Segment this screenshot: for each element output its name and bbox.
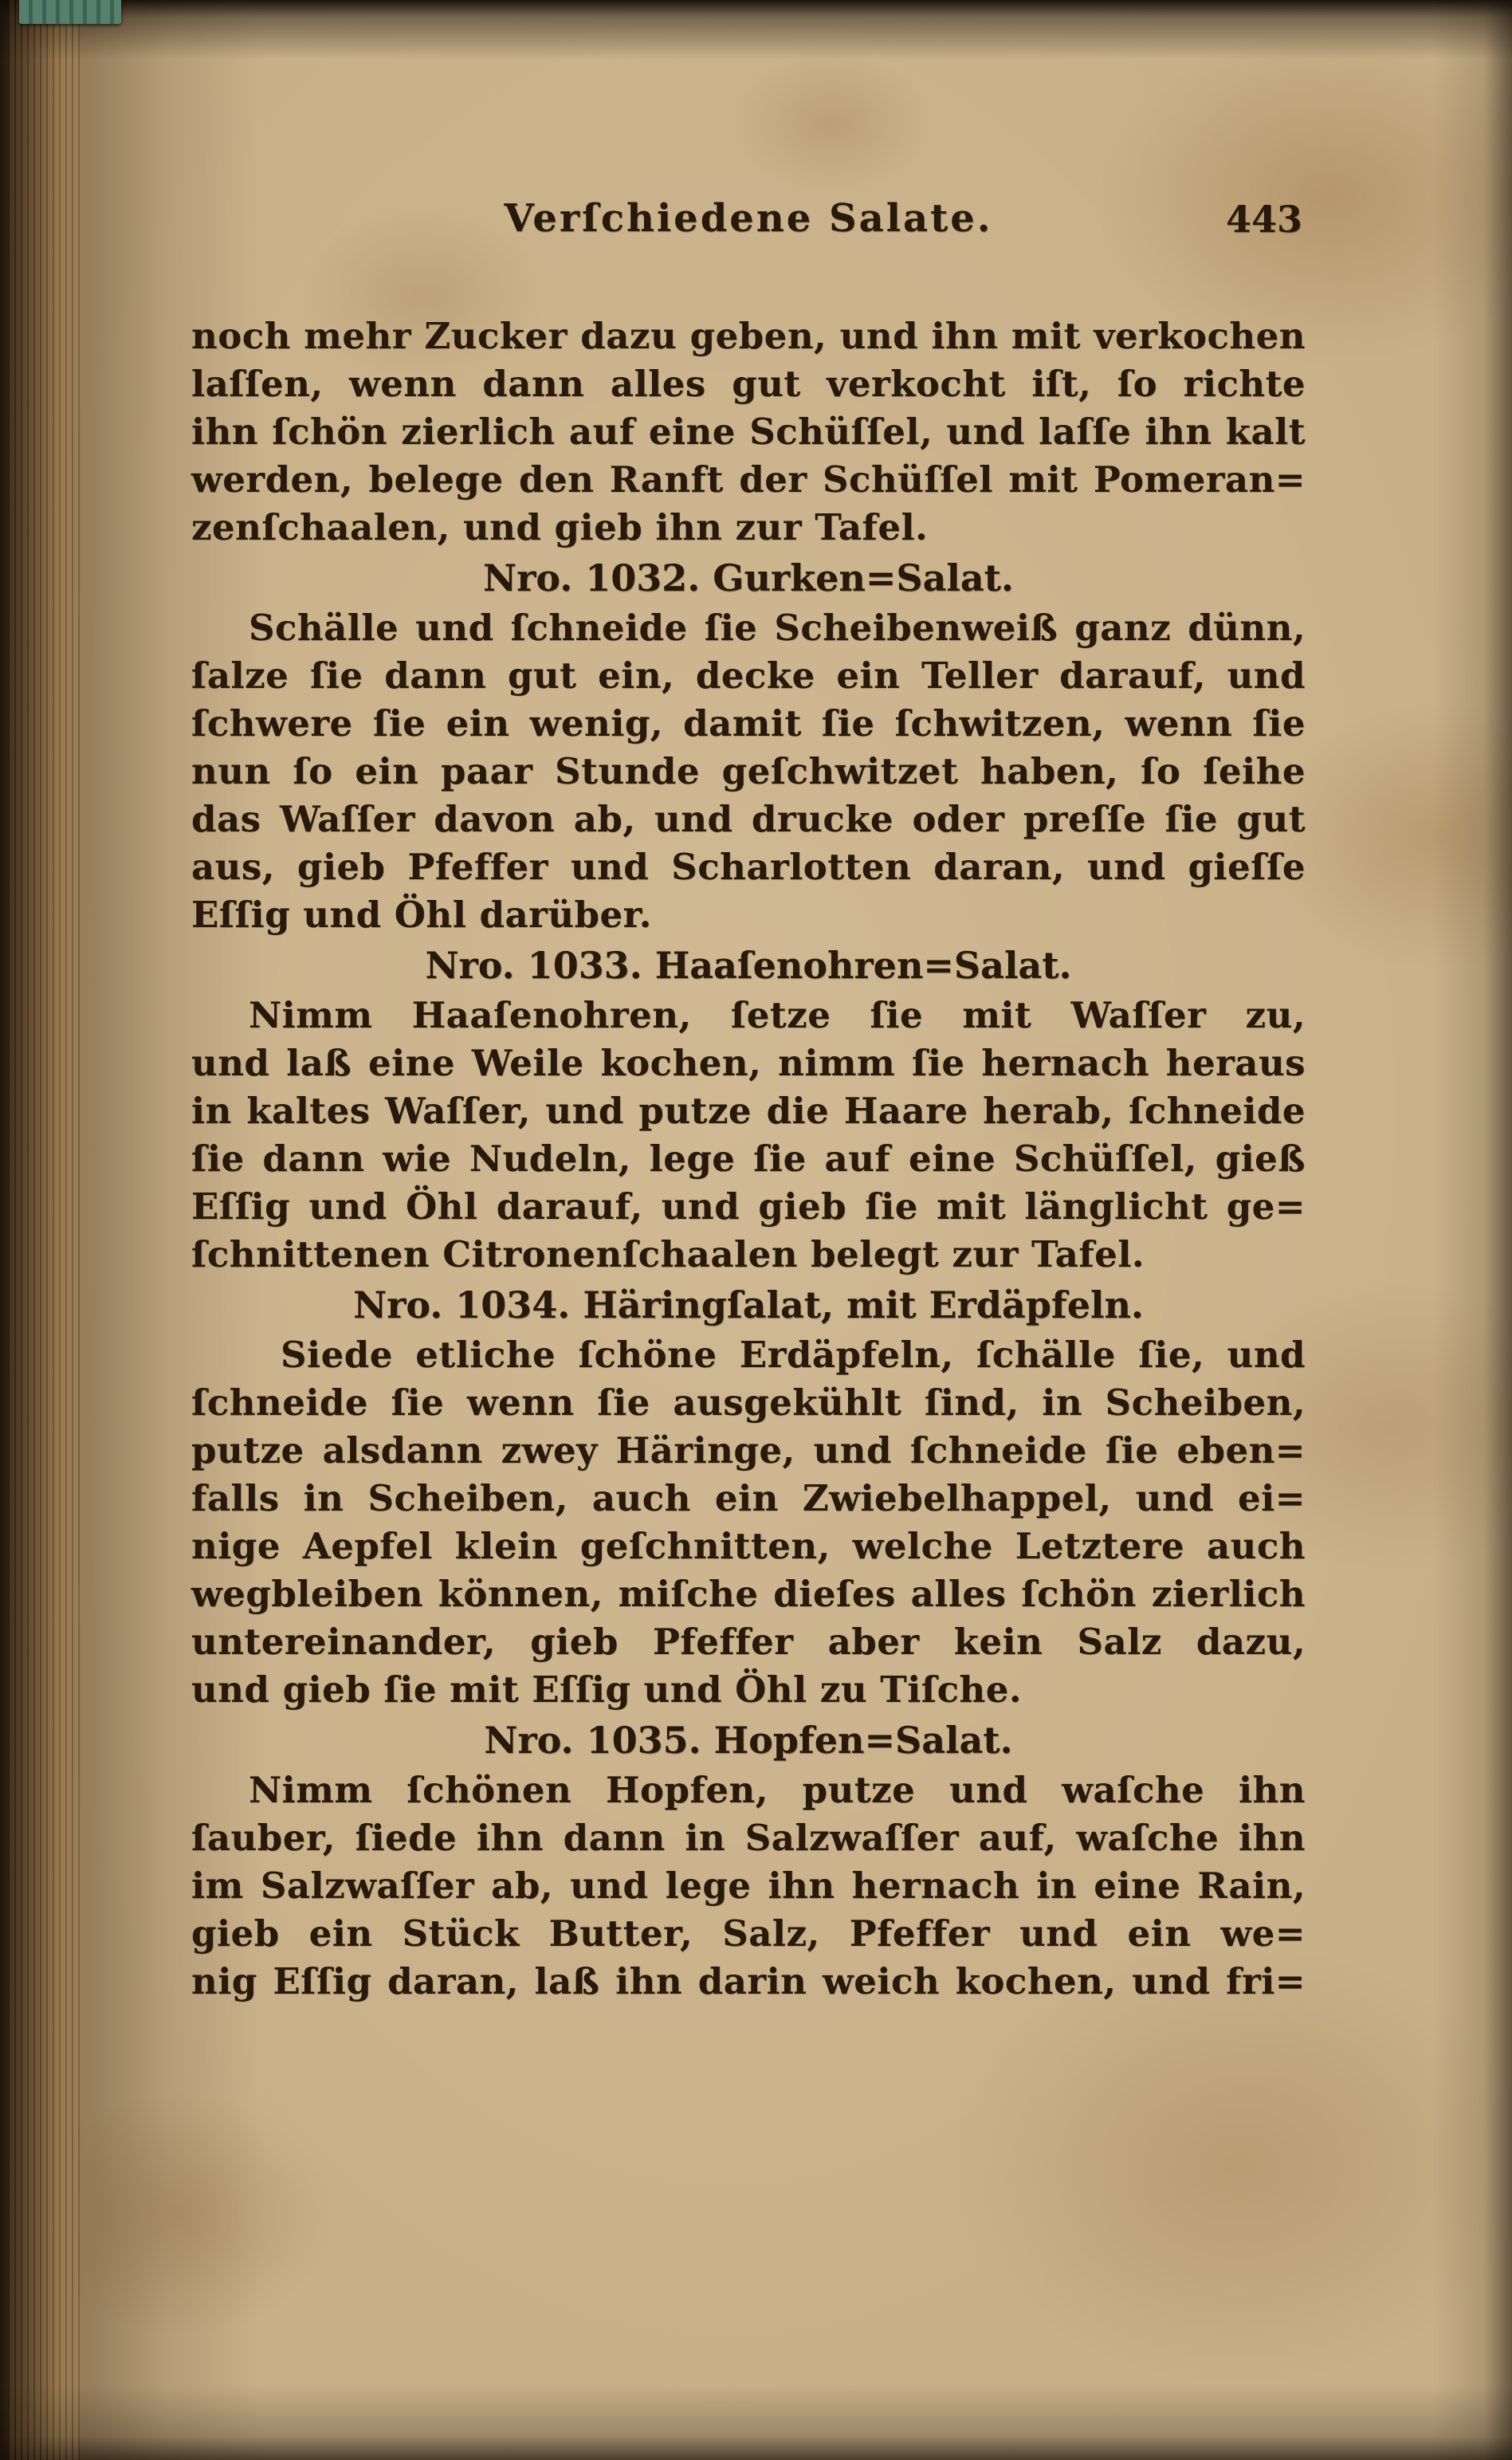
paragraph-recipe-1034 <box>191 1331 1306 1714</box>
text-line: nige Aepfel klein geſchnitten, welche Letztere auch <box>191 1525 1306 1567</box>
text-line: gieb ein Stück Butter, Salz, Pfeffer und ein we= <box>191 1912 1306 1955</box>
page-text-block <box>191 196 1306 2006</box>
recipe-heading-1035: Nro. 1035. Hopfen=Salat. <box>484 1719 1013 1762</box>
text-line: falls in Scheiben, auch ein Zwiebelhappel, und ei= <box>191 1477 1306 1519</box>
text-line: ſchwere ſie ein wenig, damit ſie ſchwitzen, wenn ſie <box>191 702 1306 745</box>
text-line: putze alsdann zwey Häringe, und ſchneide ſie eben= <box>191 1429 1306 1472</box>
text-line: wegbleiben können, miſche dieſes alles ſchön zierlich <box>191 1573 1306 1615</box>
paragraph-continuation <box>191 312 1306 552</box>
running-title: Verſchiedene Salate. <box>504 196 993 241</box>
text-line: werden, belege den Ranft der Schüſſel mit Pomeran= <box>191 458 1306 501</box>
text-line: und gieb ſie mit Eſſig und Öhl zu Tiſche. <box>191 1668 1023 1711</box>
paragraph-recipe-1035 <box>191 1766 1306 2006</box>
text-line: Siede etliche ſchöne Erdäpfeln, ſchälle ſie, und <box>281 1334 1306 1376</box>
text-line: ihn ſchön zierlich auf eine Schüſſel, und laſſe ihn kalt <box>191 411 1306 453</box>
binding-gutter <box>8 0 80 2460</box>
text-line: in kaltes Waſſer, und putze die Haare herab, ſchneide <box>191 1090 1306 1132</box>
text-line: untereinander, gieb Pfeffer aber kein Salz dazu, <box>191 1621 1306 1663</box>
text-line: noch mehr Zucker dazu geben, und ihn mit verkochen <box>191 315 1306 357</box>
page-number: 443 <box>1225 198 1302 241</box>
recipe-heading-1033: Nro. 1033. Haaſenohren=Salat. <box>425 944 1072 987</box>
bookmark-tab <box>19 0 121 24</box>
text-line: Eſſig und Öhl darauf, und gieb ſie mit länglicht ge= <box>191 1185 1306 1228</box>
text-line: Nimm Haaſenohren, ſetze ſie mit Waſſer zu, <box>249 994 1306 1036</box>
paragraph-recipe-1033 <box>191 992 1306 1279</box>
recipe-heading-1032: Nro. 1032. Gurken=Salat. <box>483 556 1014 599</box>
text-line: Schälle und ſchneide ſie Scheibenweiß ganz dünn, <box>249 607 1306 649</box>
text-line: Eſſig und Öhl darüber. <box>191 894 652 936</box>
page-header <box>191 196 1306 244</box>
recipe-heading-1034: Nro. 1034. Häringſalat, mit Erdäpfeln. <box>353 1283 1144 1326</box>
text-line: ſauber, ſiede ihn dann in Salzwaſſer auf, waſche ihn <box>191 1817 1306 1859</box>
text-line: zenſchaalen, und gieb ihn zur Tafel. <box>191 506 929 548</box>
text-line: nig Eſſig daran, laß ihn darin weich kochen, und fri= <box>191 1960 1306 2002</box>
paragraph-recipe-1032 <box>191 604 1306 939</box>
text-line: nun ſo ein paar Stunde geſchwitzet haben, ſo ſeihe <box>191 750 1306 792</box>
page-body <box>191 312 1306 2006</box>
text-line: aus, gieb Pfeffer und Scharlotten daran, und gieſſe <box>191 846 1306 888</box>
text-line: ſchnittenen Citronenſchaalen belegt zur Tafel. <box>191 1233 1145 1275</box>
text-line: ſie dann wie Nudeln, lege ſie auf eine Schüſſel, gieß <box>191 1138 1306 1180</box>
text-line: Nimm ſchönen Hopfen, putze und waſche ihn <box>249 1769 1306 1811</box>
text-line: ſalze ſie dann gut ein, decke ein Teller darauf, und <box>191 654 1306 697</box>
text-line: laſſen, wenn dann alles gut verkocht iſt, ſo richte <box>191 363 1306 405</box>
text-line: im Salzwaſſer ab, und lege ihn hernach in eine Rain, <box>191 1865 1306 1907</box>
text-line: und laß eine Weile kochen, nimm ſie hernach heraus <box>191 1042 1306 1084</box>
text-line: das Waſſer davon ab, und drucke oder preſſe ſie gut <box>191 798 1306 840</box>
text-line: ſchneide ſie wenn ſie ausgekühlt ſind, in Scheiben, <box>191 1381 1306 1424</box>
